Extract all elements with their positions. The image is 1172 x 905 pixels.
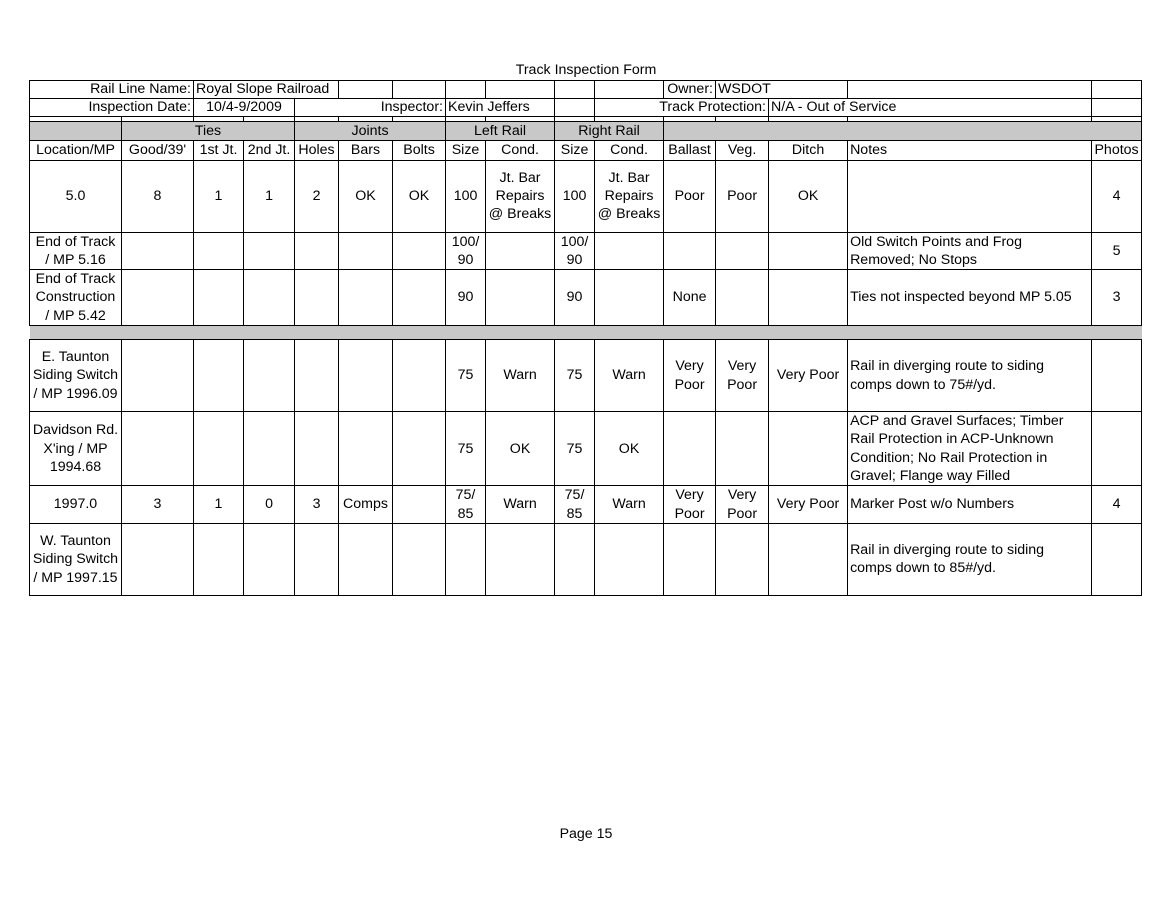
table-row: [30, 160, 1142, 232]
cell-right-cond: [595, 523, 664, 595]
cell-bolts: [393, 340, 446, 412]
rail-line-label: Rail Line Name:: [30, 81, 194, 99]
cell-good-ties: 8: [122, 160, 194, 232]
cell-holes: [295, 523, 339, 595]
cell-bolts: [393, 523, 446, 595]
owner-value: WSDOT: [716, 81, 848, 99]
cell-ballast: [664, 232, 716, 270]
cell-right-size: 100: [555, 160, 595, 232]
cell-ballast: None: [664, 270, 716, 326]
cell-good-ties: 3: [122, 486, 194, 524]
cell-right-cond: OK: [595, 412, 664, 486]
cell-right-size: 75: [555, 340, 595, 412]
cell-photos: 5: [1092, 232, 1142, 270]
cell-veg: [716, 232, 769, 270]
cell-veg: [716, 270, 769, 326]
cell-right-size: [555, 523, 595, 595]
cell-ditch: OK: [769, 160, 848, 232]
left-rail-group: Left Rail: [446, 122, 555, 141]
cell-holes: 3: [295, 486, 339, 524]
cell-left-size: 75: [446, 412, 486, 486]
cell-notes: Rail in diverging route to siding comps down to 75#/yd.: [848, 340, 1092, 412]
cell-second-jt: [244, 523, 295, 595]
form-title: Track Inspection Form: [515, 62, 657, 78]
cell-right-cond: Warn: [595, 340, 664, 412]
cell-first-jt: [194, 523, 244, 595]
cell-location: W. Taunton Siding Switch / MP 1997.15: [30, 523, 122, 595]
cell-ballast: Very Poor: [664, 486, 716, 524]
cell-holes: [295, 270, 339, 326]
cell-holes: [295, 340, 339, 412]
cell-veg: Very Poor: [716, 486, 769, 524]
cell-photos: 3: [1092, 270, 1142, 326]
column-header-first-jt: 1st Jt.: [194, 141, 244, 160]
cell-bolts: [393, 486, 446, 524]
cell-ballast: [664, 412, 716, 486]
inspection-date-label: Inspection Date:: [30, 99, 194, 117]
cell-ballast: Very Poor: [664, 340, 716, 412]
cell-ditch: Very Poor: [769, 340, 848, 412]
cell-second-jt: [244, 232, 295, 270]
rail-line-value: Royal Slope Railroad: [194, 81, 339, 99]
column-group-row: [30, 122, 1142, 141]
cell-second-jt: [244, 270, 295, 326]
cell-notes: Old Switch Points and Frog Removed; No Stops: [848, 232, 1092, 270]
cell-bars: [339, 270, 393, 326]
cell-left-cond: Warn: [486, 486, 555, 524]
table-row: [30, 412, 1142, 486]
cell-notes: Rail in diverging route to siding comps down to 85#/yd.: [848, 523, 1092, 595]
cell-ditch: [769, 523, 848, 595]
cell-good-ties: [122, 340, 194, 412]
cell-notes: Marker Post w/o Numbers: [848, 486, 1092, 524]
cell-photos: [1092, 523, 1142, 595]
cell-location: 5.0: [30, 160, 122, 232]
cell-left-cond: OK: [486, 412, 555, 486]
cell-left-cond: Warn: [486, 340, 555, 412]
table-row: [30, 523, 1142, 595]
cell-location: Davidson Rd. X'ing / MP 1994.68: [30, 412, 122, 486]
cell-photos: [1092, 340, 1142, 412]
cell-veg: Poor: [716, 160, 769, 232]
cell-first-jt: 1: [194, 160, 244, 232]
cell-left-cond: [486, 270, 555, 326]
joints-group: Joints: [295, 122, 446, 141]
cell-location: E. Taunton Siding Switch / MP 1996.09: [30, 340, 122, 412]
cell-good-ties: [122, 412, 194, 486]
inspector-label: Inspector:: [295, 99, 446, 117]
cell-second-jt: [244, 340, 295, 412]
cell-second-jt: [244, 412, 295, 486]
cell-right-size: 90: [555, 270, 595, 326]
cell-first-jt: [194, 412, 244, 486]
column-header-row: [30, 141, 1142, 160]
cell-photos: 4: [1092, 160, 1142, 232]
cell-right-size: 75/ 85: [555, 486, 595, 524]
column-header-left-cond: Cond.: [486, 141, 555, 160]
right-rail-group: Right Rail: [555, 122, 664, 141]
table-row: [30, 270, 1142, 326]
column-header-veg: Veg.: [716, 141, 769, 160]
cell-right-size: 75: [555, 412, 595, 486]
cell-ditch: [769, 412, 848, 486]
cell-notes: [848, 160, 1092, 232]
cell-veg: Very Poor: [716, 340, 769, 412]
cell-ballast: Poor: [664, 160, 716, 232]
cell-first-jt: 1: [194, 486, 244, 524]
column-header-ditch: Ditch: [769, 141, 848, 160]
cell-notes: Ties not inspected beyond MP 5.05: [848, 270, 1092, 326]
cell-location: End of Track / MP 5.16: [30, 232, 122, 270]
cell-ditch: [769, 270, 848, 326]
cell-left-size: 100: [446, 160, 486, 232]
cell-ballast: [664, 523, 716, 595]
cell-right-cond: [595, 270, 664, 326]
column-header-holes: Holes: [295, 141, 339, 160]
table-row: [30, 340, 1142, 412]
cell-bolts: OK: [393, 160, 446, 232]
cell-bars: [339, 412, 393, 486]
cell-left-size: [446, 523, 486, 595]
cell-good-ties: [122, 270, 194, 326]
inspection-table: [29, 121, 1142, 596]
cell-first-jt: [194, 340, 244, 412]
column-header-right-size: Size: [555, 141, 595, 160]
cell-bars: [339, 340, 393, 412]
cell-photos: [1092, 412, 1142, 486]
cell-right-cond: Warn: [595, 486, 664, 524]
cell-veg: [716, 412, 769, 486]
cell-bars: [339, 523, 393, 595]
column-header-photos: Photos: [1092, 141, 1142, 160]
cell-ditch: Very Poor: [769, 486, 848, 524]
cell-bolts: [393, 232, 446, 270]
cell-bars: OK: [339, 160, 393, 232]
owner-label: Owner:: [664, 81, 716, 99]
cell-left-cond: [486, 523, 555, 595]
cell-bars: Comps: [339, 486, 393, 524]
inspection-date-value: 10/4-9/2009: [194, 99, 295, 117]
cell-photos: 4: [1092, 486, 1142, 524]
cell-left-size: 100/ 90: [446, 232, 486, 270]
column-header-location: Location/MP: [30, 141, 122, 160]
cell-location: End of Track Construction / MP 5.42: [30, 270, 122, 326]
cell-good-ties: [122, 523, 194, 595]
cell-left-size: 75: [446, 340, 486, 412]
table-row: [30, 486, 1142, 524]
table-row: [30, 232, 1142, 270]
column-header-bars: Bars: [339, 141, 393, 160]
cell-right-cond: Jt. Bar Repairs @ Breaks: [595, 160, 664, 232]
column-header-second-jt: 2nd Jt.: [244, 141, 295, 160]
cell-bolts: [393, 412, 446, 486]
column-header-good-ties: Good/39': [122, 141, 194, 160]
cell-first-jt: [194, 232, 244, 270]
cell-ditch: [769, 232, 848, 270]
cell-veg: [716, 523, 769, 595]
ties-group: Ties: [122, 122, 295, 141]
cell-holes: [295, 412, 339, 486]
column-header-notes: Notes: [848, 141, 1092, 160]
column-header-left-size: Size: [446, 141, 486, 160]
cell-bars: [339, 232, 393, 270]
cell-second-jt: 0: [244, 486, 295, 524]
cell-left-size: 90: [446, 270, 486, 326]
cell-notes: ACP and Gravel Surfaces; Timber Rail Protection in ACP-Unknown Condition; No Rail Protection in Gravel; Flange way Filled: [848, 412, 1092, 486]
cell-holes: 2: [295, 160, 339, 232]
track-protection-label: Track Protection:: [595, 99, 769, 117]
form-header: [29, 80, 1142, 121]
section-divider: [30, 326, 1142, 340]
cell-left-cond: Jt. Bar Repairs @ Breaks: [486, 160, 555, 232]
cell-second-jt: 1: [244, 160, 295, 232]
inspector-value: Kevin Jeffers: [446, 99, 555, 117]
column-header-right-cond: Cond.: [595, 141, 664, 160]
cell-right-cond: [595, 232, 664, 270]
cell-first-jt: [194, 270, 244, 326]
cell-holes: [295, 232, 339, 270]
cell-left-cond: [486, 232, 555, 270]
cell-good-ties: [122, 232, 194, 270]
cell-bolts: [393, 270, 446, 326]
page-number: Page 15: [559, 826, 613, 842]
inspection-sheet: [29, 80, 1141, 596]
column-header-ballast: Ballast: [664, 141, 716, 160]
column-header-bolts: Bolts: [393, 141, 446, 160]
cell-left-size: 75/ 85: [446, 486, 486, 524]
cell-location: 1997.0: [30, 486, 122, 524]
cell-right-size: 100/ 90: [555, 232, 595, 270]
track-protection-value: N/A - Out of Service: [769, 99, 1092, 117]
